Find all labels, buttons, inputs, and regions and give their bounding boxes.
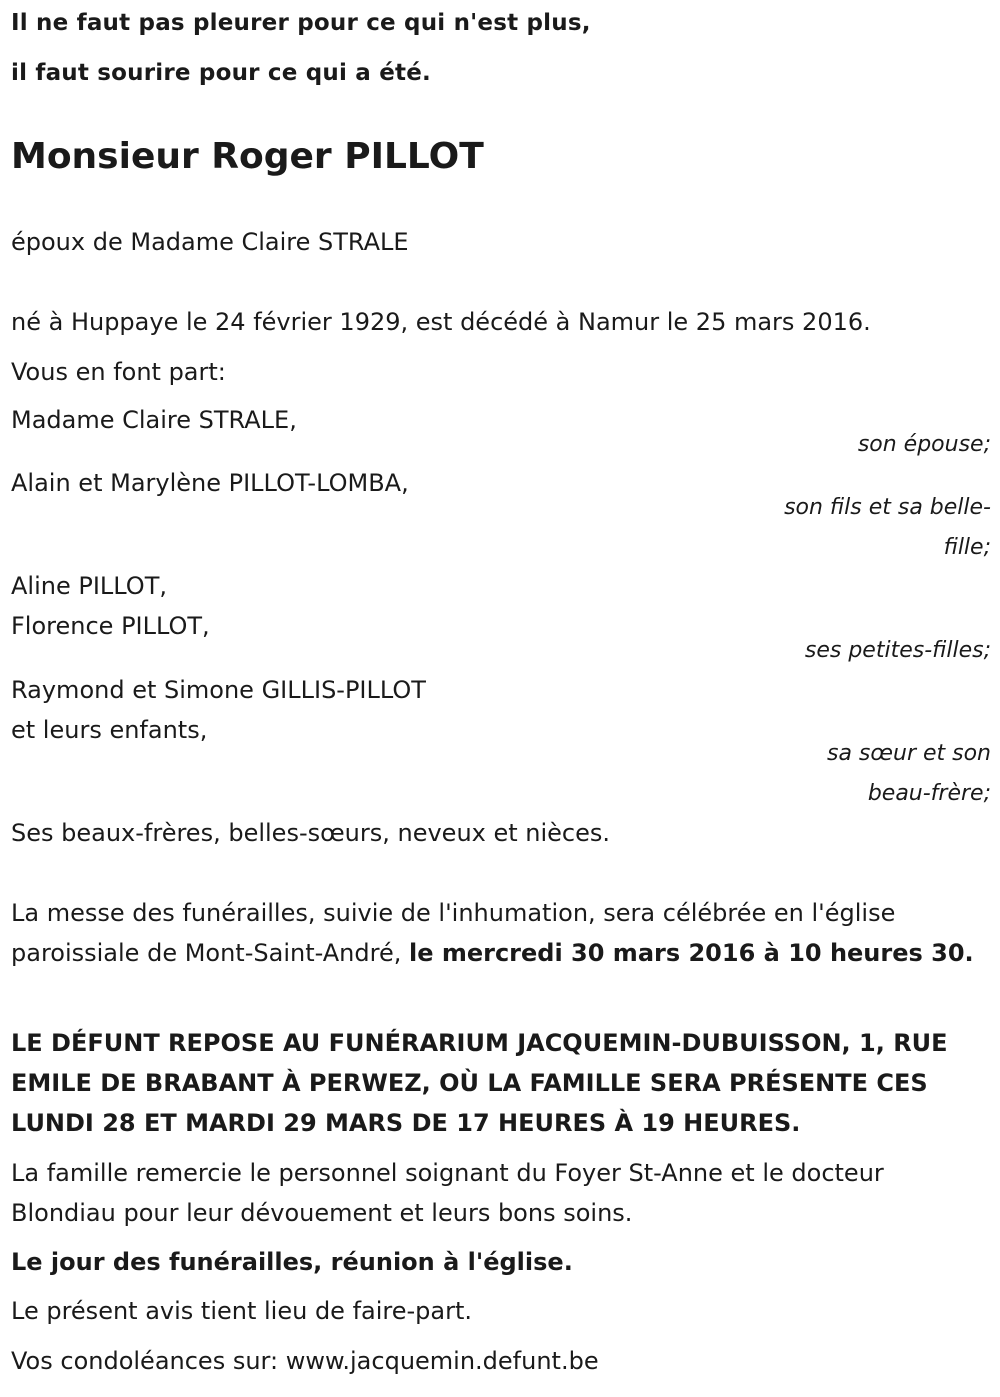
family-name: Alain et Marylène PILLOT-LOMBA, bbox=[11, 469, 409, 497]
deceased-name: Monsieur Roger PILLOT bbox=[11, 136, 484, 177]
notice-line: Le présent avis tient lieu de faire-part. bbox=[11, 1297, 473, 1325]
family-relation: beau-frère; bbox=[867, 781, 991, 806]
meeting-notice: Le jour des funérailles, réunion à l'église. bbox=[11, 1248, 573, 1276]
mass-date: le mercredi 30 mars 2016 à 10 heures 30. bbox=[408, 939, 974, 967]
funerarium-notice: LE DÉFUNT REPOSE AU FUNÉRARIUM JACQUEMIN-DUBUISSON, 1, RUE EMILE DE BRABANT À PERWEZ, OÙ LA FAMILLE SERA PRÉSENTE CES LUNDI 28 ET MARDI 29 MARS DE 17 HEURES À 19 HEURES. bbox=[11, 1029, 948, 1137]
condolences-line: Vos condoléances sur: www.jacquemin.defunt.be bbox=[11, 1347, 599, 1375]
birth-death-line: né à Huppaye le 24 février 1929, est décédé à Namur le 25 mars 2016. bbox=[11, 308, 871, 336]
quote-line-1: Il ne faut pas pleurer pour ce qui n'est plus, bbox=[11, 10, 591, 36]
family-name: Florence PILLOT, bbox=[11, 612, 210, 640]
family-relation: son épouse; bbox=[857, 432, 991, 457]
announcement-intro: Vous en font part: bbox=[11, 358, 226, 386]
mass-paragraph bbox=[11, 893, 986, 973]
family-relation: ses petites-filles; bbox=[804, 638, 991, 663]
mass-text: La messe des funérailles, suivie de l'inhumation, sera célébrée en l'église paroissiale de Mont-Saint-André, bbox=[11, 899, 896, 967]
quote-line-2: il faut sourire pour ce qui a été. bbox=[11, 60, 431, 86]
family-name: Madame Claire STRALE, bbox=[11, 406, 297, 434]
family-relation: son fils et sa belle- bbox=[784, 495, 991, 520]
family-name: Aline PILLOT, bbox=[11, 572, 167, 600]
other-relatives: Ses beaux-frères, belles-sœurs, neveux et nièces. bbox=[11, 819, 611, 847]
family-name: et leurs enfants, bbox=[11, 716, 208, 744]
family-relation: sa sœur et son bbox=[826, 741, 991, 766]
family-name: Raymond et Simone GILLIS-PILLOT bbox=[11, 676, 426, 704]
thanks-paragraph: La famille remercie le personnel soignant du Foyer St-Anne et le docteur Blondiau pour leur dévouement et leurs bons soins. bbox=[11, 1159, 884, 1227]
family-relation: fille; bbox=[943, 535, 991, 560]
spouse-line: époux de Madame Claire STRALE bbox=[11, 228, 409, 256]
death-notice bbox=[11, 0, 991, 1397]
